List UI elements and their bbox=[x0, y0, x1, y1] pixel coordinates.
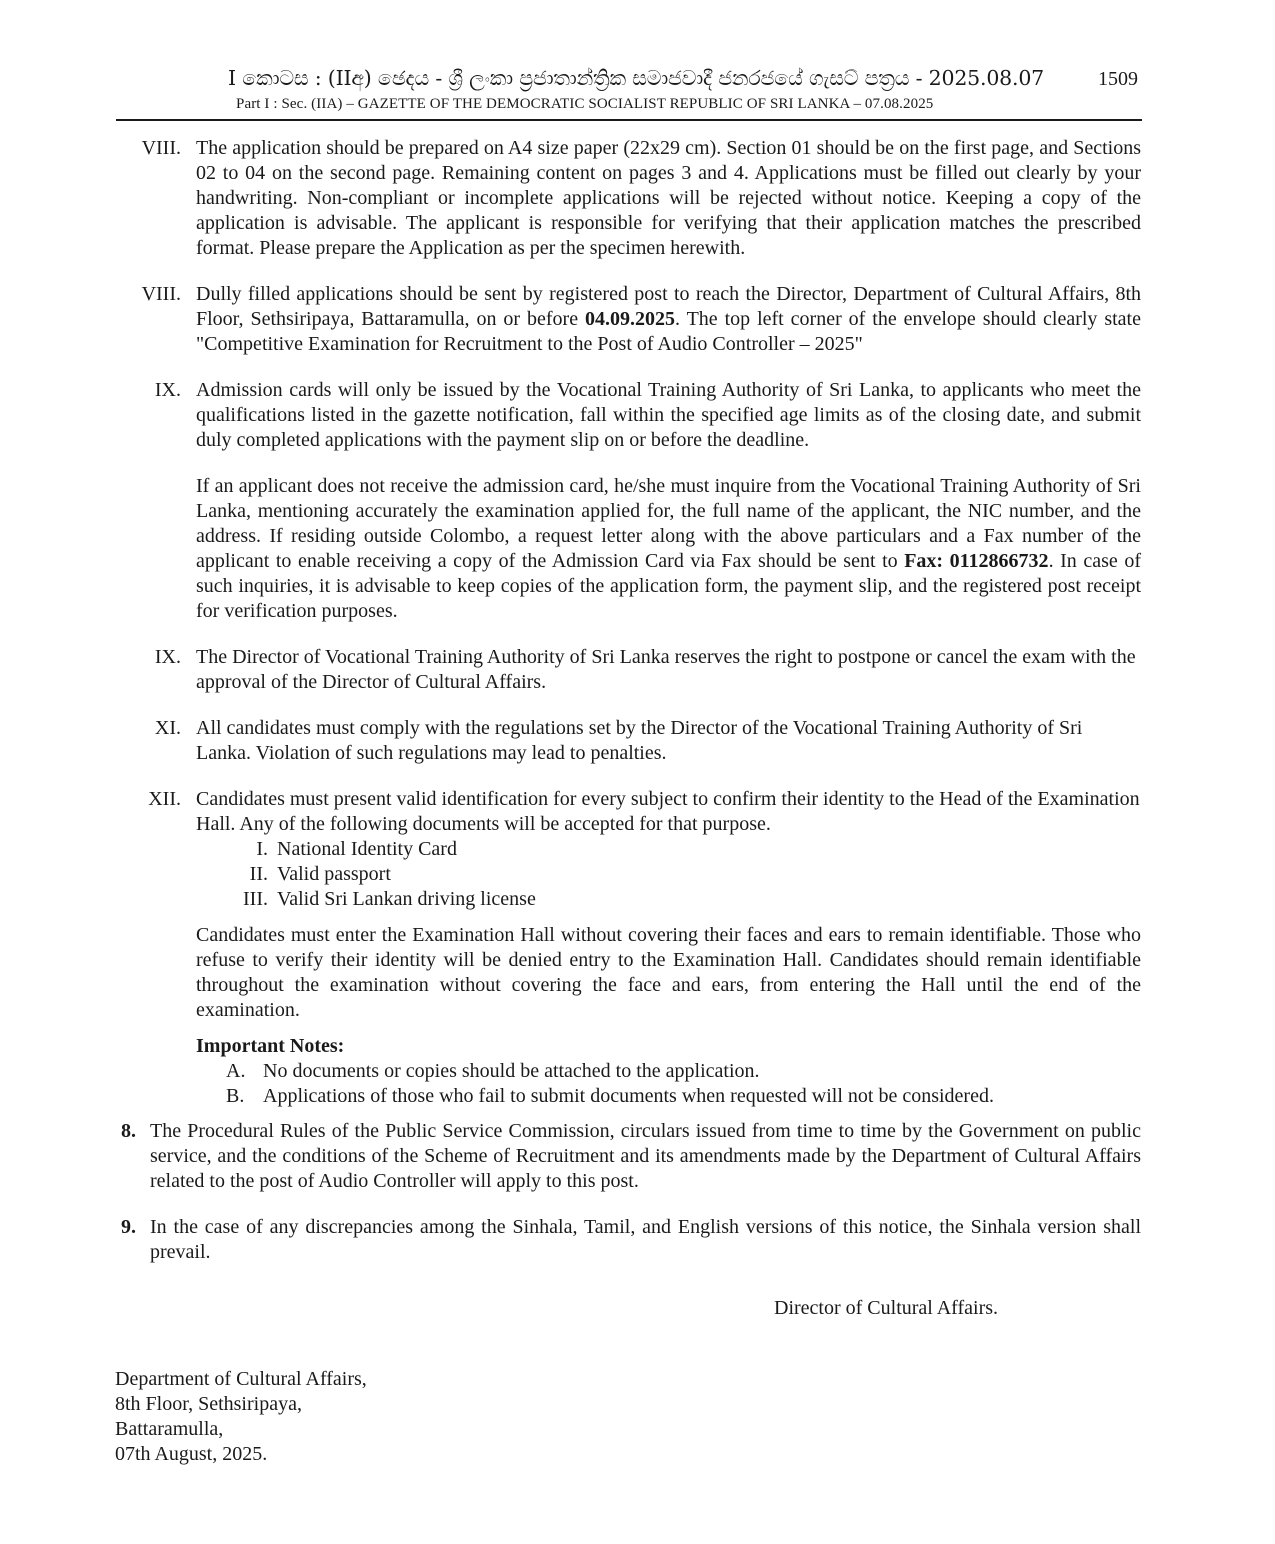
clause-ix-b bbox=[154, 645, 1141, 695]
document-body bbox=[0, 136, 1275, 1265]
clause-text-part: . The top left corner of the envelope should clearly state "Competitive Examination for Recruitment to the Post of Audio Controller – 2025" bbox=[196, 308, 1141, 355]
note-item bbox=[196, 1084, 1141, 1109]
doc-list-text: Valid passport bbox=[277, 863, 391, 885]
doc-list-item bbox=[196, 862, 1141, 887]
note-text: No documents or copies should be attached to the application. bbox=[263, 1060, 760, 1082]
header-sinhala-title: I කොටස : (IIඅ) ඡෙදය - ශ්‍රී ලංකා ප්‍රජාතාන්ත්‍රික සමාජවාදී ජනරජයේ ගැසට් පත්‍රය - 2025.08.07 bbox=[228, 66, 1045, 90]
note-number: B. bbox=[226, 1085, 245, 1107]
address-line: Battaramulla, bbox=[115, 1418, 224, 1440]
header-part-label: Part I bbox=[236, 96, 270, 112]
section-8 bbox=[121, 1119, 1141, 1194]
clause-number: IX. bbox=[154, 646, 181, 668]
section-number: 9. bbox=[121, 1216, 136, 1238]
address-block bbox=[115, 1367, 367, 1467]
clause-number: IX. bbox=[154, 379, 181, 401]
clause-text-2: Candidates must enter the Examination Hall without covering their faces and ears to remain identifiable. Those who refuse to verify their identity will be denied entry to the Examination Hall. Candidates should remain identifiable throughout the examination without covering the face and ears, from entering the Hall until the end of the examination. bbox=[196, 924, 1141, 1021]
clause-text-part: Dully filled applications should be sent by registered post to reach the Director, Department of Cultural Affairs, 8th Floor, Sethsiripaya, Battaramulla, on or before bbox=[196, 283, 1141, 330]
clause-text-part: If an applicant does not receive the admission card, he/she must inquire from the Vocational Training Authority of Sri Lanka, mentioning accurately the examination applied for, the full name of the applicant, the NIC number, and the address. If residing outside Colombo, a request letter along with the above particulars and a Fax number of the applicant to enable receiving a copy of the Admission Card via Fax should be sent to bbox=[196, 475, 1141, 572]
clause-ix-a bbox=[154, 378, 1141, 624]
address-date: 07th August, 2025. bbox=[115, 1443, 268, 1465]
note-text: Applications of those who fail to submit documents when requested will not be considered. bbox=[263, 1085, 994, 1107]
clause-text: The Director of Vocational Training Authority of Sri Lanka reserves the right to postpone or cancel the exam with the approval of the Director of Cultural Affairs. bbox=[196, 646, 1136, 693]
doc-list-item bbox=[196, 837, 1141, 862]
doc-list-number: I. bbox=[256, 838, 268, 860]
clause-number: XII. bbox=[148, 788, 181, 810]
clause-text: All candidates must comply with the regulations set by the Director of the Vocational Training Authority of Sri Lanka. Violation of such regulations may lead to penalties. bbox=[196, 717, 1083, 764]
address-line: 8th Floor, Sethsiripaya, bbox=[115, 1393, 302, 1415]
clause-text-2 bbox=[196, 474, 1141, 624]
clause-text bbox=[196, 282, 1141, 357]
clause-number: VIII. bbox=[141, 137, 181, 159]
note-number: A. bbox=[226, 1060, 246, 1082]
clause-viii-a bbox=[141, 136, 1141, 261]
doc-list-text: Valid Sri Lankan driving license bbox=[277, 888, 536, 910]
important-notes-title: Important Notes: bbox=[196, 1035, 345, 1057]
header-english-title: Part I : Sec. (IIA) – GAZETTE OF THE DEMOCRATIC SOCIALIST REPUBLIC OF SRI LANKA – 07.08.2025 bbox=[236, 96, 934, 112]
page-number: 1509 bbox=[1098, 68, 1138, 90]
clause-viii-b bbox=[141, 282, 1141, 357]
clause-text-part: . In case of such inquiries, it is advisable to keep copies of the application form, the payment slip, and the registered post receipt for verification purposes. bbox=[196, 550, 1141, 622]
closing-date: 04.09.2025 bbox=[585, 308, 676, 330]
header-sec-label: Sec. bbox=[281, 96, 308, 112]
doc-list-number: II. bbox=[249, 863, 268, 885]
address-line: Department of Cultural Affairs, bbox=[115, 1368, 367, 1390]
section-number: 8. bbox=[121, 1120, 136, 1142]
section-text: In the case of any discrepancies among the Sinhala, Tamil, and English versions of this notice, the Sinhala version shall prevail. bbox=[150, 1216, 1141, 1263]
clause-text: Admission cards will only be issued by the Vocational Training Authority of Sri Lanka, to applicants who meet the qualifications listed in the gazette notification, fall within the specified age limits as of the closing date, and submit duly completed applications with the payment slip on or before the deadline. bbox=[196, 379, 1141, 451]
signature-line: Director of Cultural Affairs. bbox=[774, 1297, 999, 1319]
section-9 bbox=[121, 1215, 1141, 1265]
header-english-rest: (IIA) – GAZETTE OF THE DEMOCRATIC SOCIALIST REPUBLIC OF SRI LANKA – 07.08.2025 bbox=[311, 96, 934, 112]
doc-list-number: III. bbox=[243, 888, 268, 910]
clause-text: The application should be prepared on A4 size paper (22x29 cm). Section 01 should be on the first page, and Sections 02 to 04 on the second page. Remaining content on pages 3 and 4. Applications must be filled out clearly by your handwriting. Non-compliant or incomplete applications will be rejected without notice. Keeping a copy of the application is advisable. The applicant is responsible for verifying that their application matches the prescribed format. Please prepare the Application as per the specimen herewith. bbox=[196, 137, 1141, 259]
header-rule bbox=[116, 119, 1142, 121]
fax-number: Fax: 0112866732 bbox=[904, 550, 1049, 572]
doc-list-text: National Identity Card bbox=[277, 838, 457, 860]
clause-xi bbox=[154, 716, 1141, 766]
section-text: The Procedural Rules of the Public Service Commission, circulars issued from time to time by the Government on public service, and the conditions of the Scheme of Recruitment and its amendments made by the Department of Cultural Affairs related to the post of Audio Controller will apply to this post. bbox=[150, 1120, 1141, 1192]
clause-text: Candidates must present valid identification for every subject to confirm their identity to the Head of the Examination Hall. Any of the following documents will be accepted for that purpose. bbox=[196, 788, 1140, 835]
clause-number: VIII. bbox=[141, 283, 181, 305]
clause-number: XI. bbox=[154, 717, 181, 739]
clause-xii bbox=[148, 787, 1141, 1109]
note-item bbox=[196, 1059, 1141, 1084]
doc-list-item bbox=[196, 887, 1141, 912]
